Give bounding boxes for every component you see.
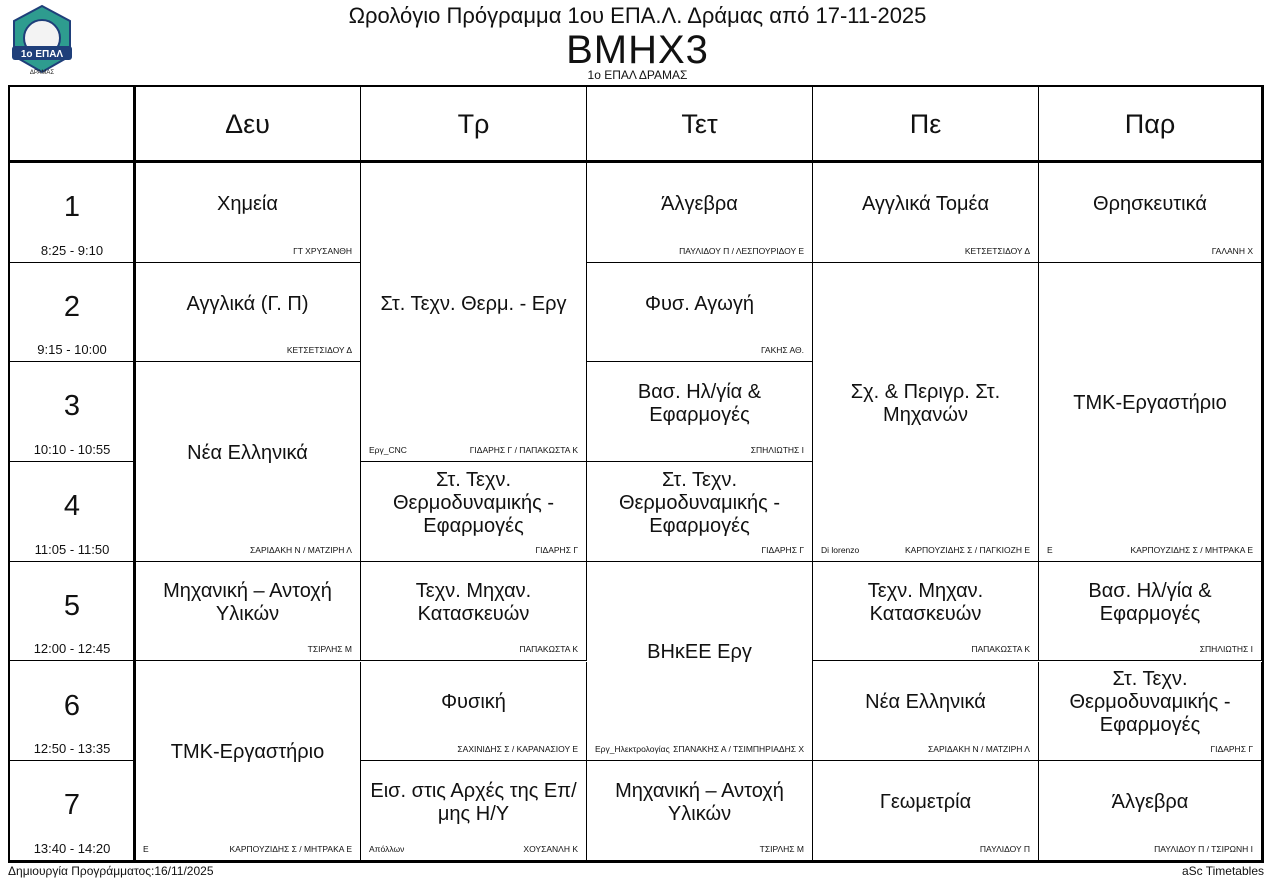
lesson-room: Απόλλων: [369, 843, 405, 854]
day-header: Πε: [813, 87, 1039, 163]
header-divider: [10, 160, 1262, 163]
lesson-cell: [1039, 263, 1262, 562]
lesson-subject: Στ. Τεχν. Θερμοδυναμικής - Εφαρμογές: [1069, 668, 1231, 737]
period-cell: [10, 362, 135, 462]
day-header: Παρ: [1039, 87, 1262, 163]
logo-text: 1ο ΕΠΑΛ: [20, 49, 64, 60]
lesson-subject: Τεχν. Μηχαν. Κατασκευών: [867, 580, 984, 626]
lesson-subject: Εισ. στις Αρχές της Επ/μης Η/Υ: [370, 779, 577, 825]
lesson-teacher: ΓΙΔΑΡΗΣ Γ / ΠΑΠΑΚΩΣΤΑ Κ: [469, 445, 578, 456]
period-number: 3: [63, 390, 81, 423]
lesson-teacher: ΠΑΥΛΙΔΟΥ Π / ΛΕΣΠΟΥΡΙΔΟΥ Ε: [679, 245, 804, 256]
lesson-teacher: ΤΣΙΡΛΗΣ Μ: [307, 644, 352, 655]
lesson-cell: [1039, 761, 1262, 861]
lesson-subject: Νέα Ελληνικά: [187, 442, 308, 465]
lesson-teacher: ΠΑΥΛΙΔΟΥ Π: [979, 843, 1030, 854]
day-header: Δευ: [135, 87, 361, 163]
lesson-teacher: ΓΙΔΑΡΗΣ Γ: [535, 544, 578, 555]
lesson-subject: Βασ. Ηλ/γία & Εφαρμογές: [1088, 580, 1212, 626]
lesson-teacher: ΓΤ ΧΡΥΣΑΝΘΗ: [293, 245, 352, 256]
day-header: Τρ: [361, 87, 587, 163]
period-number: 6: [63, 689, 81, 722]
lesson-cell: [587, 263, 813, 363]
lesson-cell: [813, 263, 1039, 562]
period-time: 8:25 - 9:10: [40, 242, 104, 258]
lesson-subject: Μηχανική – Αντοχή Υλικών: [615, 779, 784, 825]
lesson-cell: [587, 761, 813, 861]
lesson-subject: Σχ. & Περιγρ. Στ. Μηχανών: [850, 380, 1001, 426]
school-name: 1ο ΕΠΑΛ ΔΡΑΜΑΣ: [587, 68, 688, 82]
period-cell: [10, 761, 135, 861]
day-header: Τετ: [587, 87, 813, 163]
lesson-cell: [135, 263, 361, 363]
corner-cell: [10, 87, 135, 163]
lesson-teacher: ΣΠΗΛΙΩΤΗΣ Ι: [1199, 644, 1253, 655]
period-cell: [10, 562, 135, 662]
software-credit: aSc Timetables: [1181, 864, 1264, 878]
period-time: 10:10 - 10:55: [33, 442, 111, 458]
logo-subtext: ΔΡΑΜΑΣ: [29, 70, 55, 76]
lesson-room: Ε: [143, 843, 149, 854]
period-time: 11:05 - 11:50: [34, 541, 110, 557]
lesson-subject: Αγγλικά Τομέα: [861, 192, 990, 215]
lesson-teacher: ΠΑΠΑΚΩΣΤΑ Κ: [519, 644, 578, 655]
lesson-cell: [361, 761, 587, 861]
lesson-teacher: ΣΠΑΝΑΚΗΣ Α / ΤΣΙΜΠΗΡΙΑΔΗΣ Χ: [673, 744, 804, 755]
lesson-teacher: ΓΑΚΗΣ ΑΘ.: [761, 345, 804, 356]
lesson-subject: Στ. Τεχν. Θερμοδυναμικής - Εφαρμογές: [618, 468, 781, 537]
period-cell: [10, 462, 135, 562]
lesson-subject: Γεωμετρία: [879, 791, 972, 814]
lesson-subject: Φυσική: [441, 691, 506, 714]
period-cell: [10, 163, 135, 263]
period-divider: [133, 87, 136, 861]
lesson-room: Εργ_CNC: [369, 445, 407, 456]
lesson-teacher: ΣΑΡΙΔΑΚΗ Ν / ΜΑΤΖΙΡΗ Λ: [928, 744, 1030, 755]
lesson-cell: [361, 163, 587, 462]
lesson-subject: Χημεία: [217, 192, 278, 215]
period-cell: [10, 662, 135, 762]
lesson-subject: Στ. Τεχν. Θερμ. - Εργ: [380, 292, 567, 315]
lesson-cell: [1039, 562, 1262, 662]
lesson-cell: [587, 163, 813, 263]
period-cell: [10, 263, 135, 363]
lesson-cell: [361, 462, 587, 562]
period-time: 13:40 - 14:20: [33, 840, 111, 856]
lesson-subject: ΤΜΚ-Εργαστήριο: [170, 741, 325, 764]
lesson-teacher: ΚΕΤΣΕΤΣΙΔΟΥ Δ: [286, 345, 352, 356]
lesson-subject: Φυσ. Αγωγή: [645, 292, 754, 315]
class-name: ΒΜΗΧ3: [566, 28, 709, 72]
lesson-teacher: ΓΙΔΑΡΗΣ Γ: [761, 544, 804, 555]
timetable-grid: [8, 85, 1264, 863]
lesson-teacher: ΚΕΤΣΕΤΣΙΔΟΥ Δ: [964, 245, 1030, 256]
lesson-subject: ΒΗκΕΕ Εργ: [647, 641, 752, 664]
lesson-cell: [587, 462, 813, 562]
period-number: 4: [63, 490, 81, 523]
lesson-subject: Άλγεβρα: [1111, 791, 1189, 814]
lesson-subject: Βασ. Ηλ/γία & Εφαρμογές: [637, 380, 762, 426]
lesson-room: Εργ_Ηλεκτρολογίας: [595, 744, 670, 755]
lesson-teacher: ΠΑΥΛΙΔΟΥ Π / ΤΣΙΡΩΝΗ Ι: [1154, 843, 1253, 854]
lesson-cell: [361, 662, 587, 762]
lesson-teacher: ΚΑΡΠΟΥΖΙΔΗΣ Σ / ΠΑΓΚΙΟΖΗ Ε: [905, 544, 1030, 555]
period-time: 12:00 - 12:45: [33, 641, 111, 657]
lesson-teacher: ΧΟΥΣΑΝΛΗ Κ: [523, 843, 578, 854]
lesson-cell: [813, 163, 1039, 263]
period-number: 5: [63, 589, 81, 622]
lesson-teacher: ΚΑΡΠΟΥΖΙΔΗΣ Σ / ΜΗΤΡΑΚΑ Ε: [1130, 544, 1253, 555]
lesson-teacher: ΣΑΧΙΝΙΔΗΣ Σ / ΚΑΡΑΝΑΣΙΟΥ Ε: [457, 744, 578, 755]
period-number: 1: [63, 191, 81, 223]
period-time: 12:50 - 13:35: [33, 741, 111, 757]
lesson-subject: Στ. Τεχν. Θερμοδυναμικής - Εφαρμογές: [392, 468, 555, 537]
lesson-teacher: ΣΠΗΛΙΩΤΗΣ Ι: [750, 445, 804, 456]
lesson-subject: ΤΜΚ-Εργαστήριο: [1073, 392, 1227, 415]
lesson-teacher: ΓΙΔΑΡΗΣ Γ: [1210, 744, 1253, 755]
lesson-cell: [135, 662, 361, 861]
lesson-cell: [813, 761, 1039, 861]
lesson-subject: Θρησκευτικά: [1093, 192, 1207, 215]
lesson-teacher: ΣΑΡΙΔΑΚΗ Ν / ΜΑΤΖΙΡΗ Λ: [250, 544, 352, 555]
lesson-cell: [361, 562, 587, 662]
lesson-teacher: ΤΣΙΡΛΗΣ Μ: [759, 843, 804, 854]
period-time: 9:15 - 10:00: [37, 342, 107, 358]
lesson-cell: [135, 562, 361, 662]
lesson-cell: [587, 362, 813, 462]
lesson-cell: [813, 662, 1039, 762]
period-number: 2: [63, 290, 81, 323]
page-title: Ωρολόγιο Πρόγραμμα 1ου ΕΠΑ.Λ. Δράμας από 17-11-2025: [348, 3, 927, 28]
period-number: 7: [63, 789, 81, 822]
lesson-room: Di lorenzo: [821, 544, 860, 555]
created-date: Δημιουργία Προγράμματος:16/11/2025: [8, 864, 214, 878]
lesson-subject: Νέα Ελληνικά: [865, 691, 986, 714]
lesson-subject: Άλγεβρα: [661, 192, 738, 215]
lesson-cell: [135, 163, 361, 263]
lesson-cell: [587, 562, 813, 761]
lesson-cell: [1039, 662, 1262, 762]
lesson-cell: [813, 562, 1039, 662]
lesson-cell: [135, 362, 361, 561]
lesson-cell: [1039, 163, 1262, 263]
lesson-teacher: ΠΑΠΑΚΩΣΤΑ Κ: [971, 644, 1030, 655]
lesson-subject: Μηχανική – Αντοχή Υλικών: [163, 580, 332, 626]
lesson-subject: Τεχν. Μηχαν. Κατασκευών: [415, 580, 532, 626]
lesson-teacher: ΚΑΡΠΟΥΖΙΔΗΣ Σ / ΜΗΤΡΑΚΑ Ε: [229, 843, 352, 854]
lesson-subject: Αγγλικά (Γ. Π): [186, 292, 309, 315]
lesson-room: Ε: [1047, 544, 1053, 555]
lesson-teacher: ΓΑΛΑΝΗ Χ: [1211, 245, 1253, 256]
